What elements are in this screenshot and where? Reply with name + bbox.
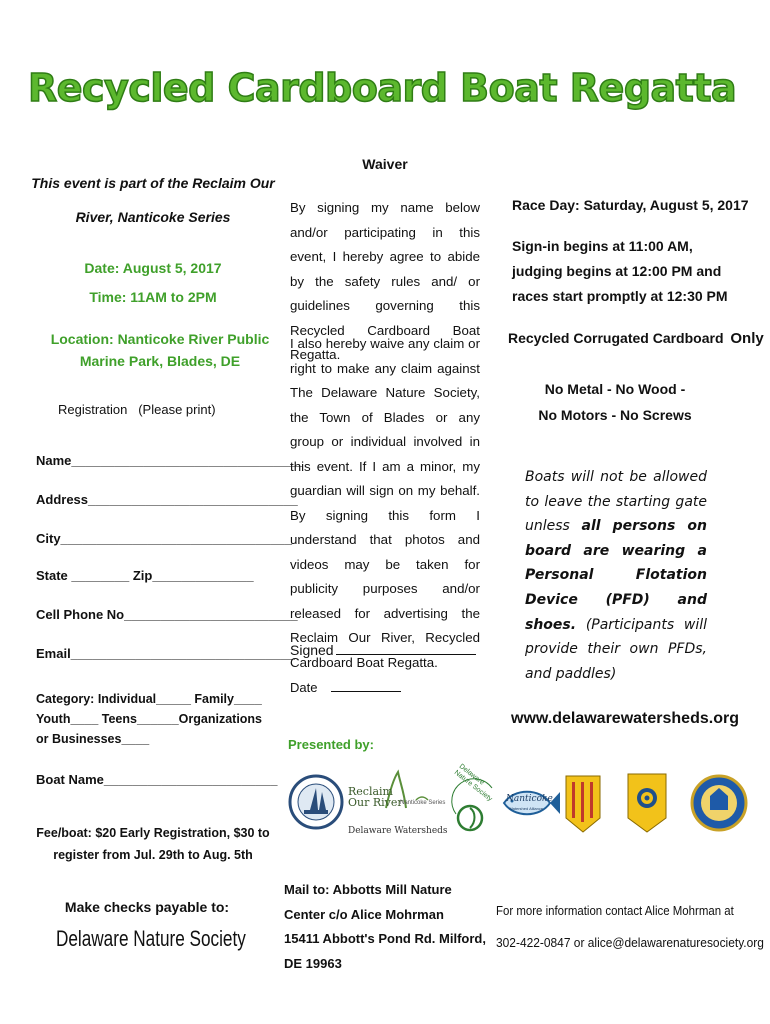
city-field[interactable]: City________________________________ <box>36 531 292 546</box>
fee-line-1: Fee/boat: $20 Early Registration, $30 to <box>36 826 270 840</box>
reclaim-river-text: Reclaim Our River <box>348 785 403 809</box>
blades-seal-logo <box>288 770 344 839</box>
nature-society-logo <box>448 762 500 845</box>
category-line-1: Category: Individual_____ Family____ <box>36 692 262 706</box>
date-line[interactable] <box>290 680 401 695</box>
name-field[interactable]: Name________________________________ <box>36 453 303 468</box>
category-field[interactable] <box>36 689 286 749</box>
category-line-3: or Businesses____ <box>36 732 150 746</box>
delaware-watersheds-text: Delaware Watersheds <box>348 826 448 836</box>
email-field[interactable]: Email_______________________________ <box>36 646 295 661</box>
waiver-paragraph-2: I also hereby waive any claim or right to make any claim against The Delaware Nature Society, the Town of Blades or any group or individual involved in this event. If I am a minor, my guardian will sign on my behalf. By signing this form I understand that photos and videos may be taken for publicity purposes and/or released for advertising the Reclaim Our River, Recycled Cardboard Boat Regatta. <box>290 336 480 670</box>
checks-label: Make checks payable to: <box>64 899 230 915</box>
date-underline <box>331 691 401 692</box>
address-field[interactable]: Address_____________________________ <box>36 492 298 507</box>
reclaim-sub-text: Nanticoke Series <box>400 800 446 806</box>
category-line-2: Youth____ Teens______Organizations <box>36 712 263 726</box>
website-link[interactable]: www.delawarewatersheds.org <box>511 710 739 727</box>
contact-line-1: For more information contact Alice Mohrman at <box>496 903 734 918</box>
fee-line-2: register from Jul. 29th to Aug. 5th <box>53 848 253 862</box>
event-date-time <box>28 254 278 312</box>
boat-name-field[interactable]: Boat Name________________________ <box>36 772 278 787</box>
waiver-paragraph-1: By signing my name below and/or participating in this event, I hereby agree to abide by the safety rules and/ or guidelines governing this Recycled Cardboard Boat Regatta. <box>290 200 480 362</box>
series-text <box>28 166 278 234</box>
rules-line-2: No Motors - No Screws <box>538 407 692 423</box>
town-seal-logo <box>690 772 748 839</box>
event-time: Time: 11AM to 2PM <box>89 289 217 305</box>
reclaim-river-logo <box>346 770 446 840</box>
race-day: Race Day: Saturday, August 5, 2017 <box>512 197 749 213</box>
fee-info <box>28 822 278 866</box>
registration-label: Registration <box>58 402 128 417</box>
location-line-1: Location: Nanticoke River Public <box>50 331 270 347</box>
nanticoke-logo <box>500 780 560 831</box>
registration-note: (Please print) <box>138 402 216 417</box>
cell-phone-field[interactable]: Cell Phone No________________________ <box>36 607 298 622</box>
prohibited-items <box>508 376 722 428</box>
date-label: Date <box>290 680 318 695</box>
emblem-pennant-flag <box>628 774 666 837</box>
mail-line-3: 15411 Abbott's Pond Rd. Milford, <box>284 931 486 946</box>
presented-by: Presented by: <box>288 737 374 752</box>
signature-line[interactable] <box>290 642 476 658</box>
series-line-2: River, Nanticoke Series <box>75 209 231 225</box>
location-line-2: Marine Park, Blades, DE <box>79 353 241 369</box>
material-rule <box>508 330 764 347</box>
event-date: Date: August 5, 2017 <box>84 260 222 276</box>
rules-line-1: No Metal - No Wood - <box>544 381 686 397</box>
flyer-title: Recycled Cardboard Boat Regatta <box>28 66 737 110</box>
signed-label: Signed <box>290 642 334 658</box>
registration-heading <box>58 402 216 417</box>
signed-underline <box>336 654 476 655</box>
nature-society-text: Delaware Nature Society <box>452 762 494 804</box>
mail-line-4: DE 19963 <box>284 955 342 971</box>
signin-info: Sign-in begins at 11:00 AM, judging begins at 12:00 PM and races start promptly at 12:30 PM <box>512 238 728 304</box>
pfd-intro: Boats will not be allowed to leave the starting gate unless <box>525 469 707 535</box>
nanticoke-sub-text: Watershed Alliance <box>509 806 544 811</box>
material-only: Only <box>730 330 764 347</box>
nanticoke-text: Nanticoke <box>506 794 553 804</box>
material-text: Recycled Corrugated Cardboard <box>508 330 724 346</box>
series-line-1: This event is part of the Reclaim Our <box>31 175 275 191</box>
contact-info <box>496 895 764 959</box>
checks-payee: Delaware Nature Society <box>56 926 246 951</box>
contact-line-2: 302-422-0847 or alice@delawarenaturesociety.org <box>496 935 764 950</box>
pfd-bold: all persons on board are wearing a Personal Flotation Device (PFD) and shoes. <box>525 518 707 633</box>
mail-line-2: Center c/o Alice Mohrman <box>284 906 444 922</box>
pfd-note: (Participants will provide their own PFDs, and paddles) <box>525 616 707 682</box>
mail-line-1: Mail to: Abbotts Mill Nature <box>284 882 452 897</box>
striped-pennant-flag <box>566 776 600 837</box>
pfd-rule <box>525 465 707 686</box>
state-zip-field[interactable]: State ________ Zip______________ <box>36 568 254 583</box>
mail-to-address <box>284 878 484 976</box>
event-location <box>28 328 292 372</box>
waiver-heading: Waiver <box>362 156 408 172</box>
